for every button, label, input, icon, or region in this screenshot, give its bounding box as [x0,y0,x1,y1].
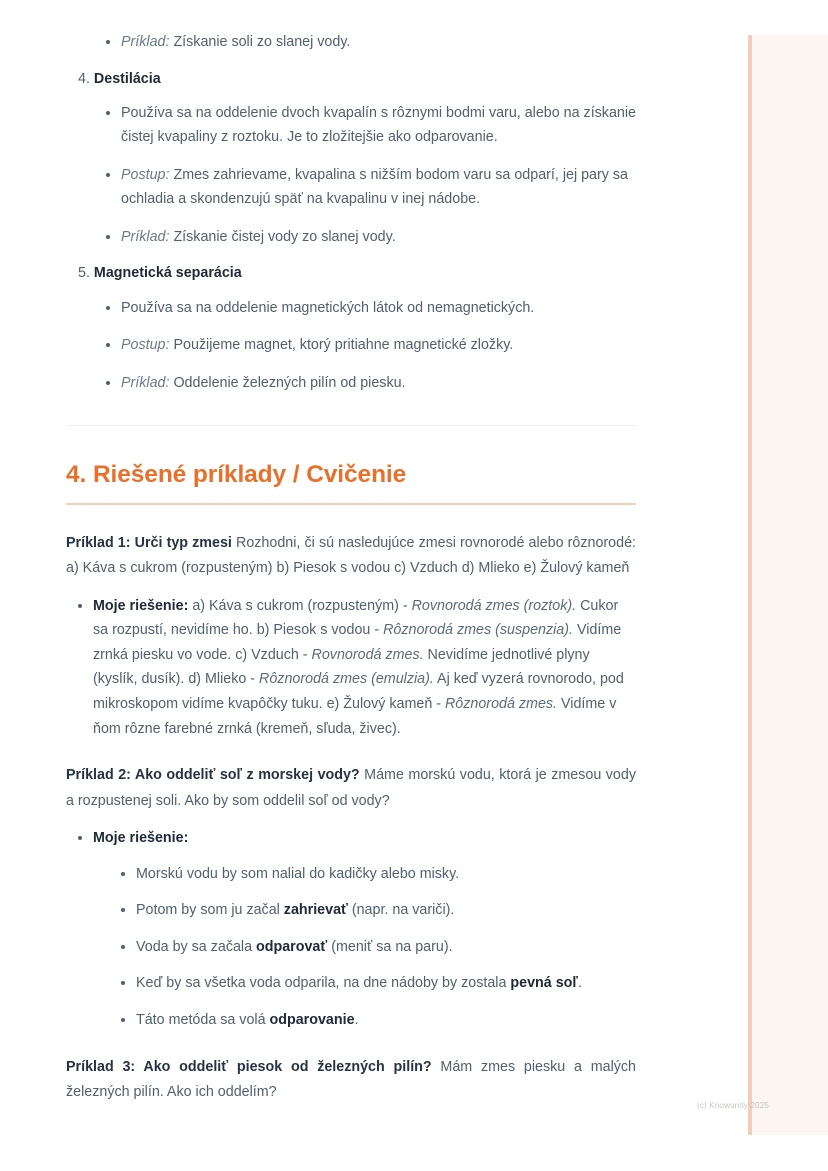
solution-rich-text: a) Káva s cukrom (rozpusteným) - Rovnorodá zmes (roztok). Cukor sa rozpustí, nevidíme ho. b) Piesok s vodou - Rôznorodá zmes (suspenzia). Vidíme zrnká piesku vo vode. c) Vzduch - Rovnorodá zmes. Nevidíme jednotlivé plyny (kyslík, dusík). d) Mlieko - Rôznorodá zmes (emulzia). Aj keď vyzerá rovnorodo, pod mikroskopom vidíme kvapôčky tuku. e) Žulový kameň - Rôznorodá zmes. Vidíme v ňom rôzne farebné zrnká (kremeň, sľuda, živec). [93,597,624,737]
continuation-bullet-list [102,30,636,55]
exercise-1-prompt [66,531,636,582]
solution-label: Moje riešenie: [93,830,189,847]
step-rich-text: Morskú vodu by som nalial do kadičky alebo misky. [136,865,460,882]
list-item [117,1008,636,1033]
list-item [102,30,636,55]
right-decorative-panel [748,35,828,1135]
exercise-prompt-text: Mám zmes piesku a malých železných pilín. Ako ich oddelím? [66,1058,636,1100]
exercise-prompt-text: Rozhodni, či sú nasledujúce zmesi rovnorodé alebo rôznorodé: a) Káva s cukrom (rozpusteným) b) Piesok s vodou c) Vzduch d) Mlieko e) Žulový kameň [66,534,636,577]
list-item [102,225,636,250]
bullet-text: Oddelenie železných pilín od piesku. [169,374,406,391]
priklad-text: Získanie soli zo slanej vody. [169,34,351,50]
list-item [117,898,636,923]
methods-list [66,69,636,396]
list-item [117,935,636,960]
exercise-lead: Príklad 1: Urči typ zmesi [66,534,232,551]
list-item [102,163,636,212]
step-rich-text: Keď by sa všetka voda odparila, na dne nádoby by zostala pevná soľ. [136,975,582,992]
method-title: Magnetická separácia [93,265,242,282]
method-bullet-list [102,296,636,396]
bullet-text: Zmes zahrievame, kvapalina s nižším bodom varu sa odparí, jej pary sa ochladia a skondenzujú späť na kvapalinu v inej nádobe. [121,166,628,208]
bullet-text: Získanie čistej vody zo slanej vody. [169,228,396,245]
postup-label: Postup: [121,337,170,354]
list-item [117,971,636,996]
list-item [74,826,636,1032]
method-magneticka-separacia [66,263,636,395]
method-bullet-list [102,101,636,250]
method-heading [78,69,636,89]
exercise-prompt-text: Máme morskú vodu, ktorá je zmesou vody a rozpustenej soli. Ako by som oddelil soľ od vody? [66,767,636,809]
heading-underline [66,503,636,505]
priklad-label: Príklad: [121,34,170,50]
exercise-lead: Príklad 2: Ako oddeliť soľ z morskej vody? [66,767,360,784]
exercise-1-solution-list [74,594,636,741]
priklad-label: Príklad: [121,228,170,245]
bullet-text: Používa sa na oddelenie dvoch kvapalín s rôznymi bodmi varu, alebo na získanie čistej kvapaliny z roztoku. Je to zložitejšie ako odparovanie. [121,104,636,146]
list-item [102,296,636,321]
watermark: (c) Knowunity 2025 [697,1101,769,1110]
bullet-text: Používa sa na oddelenie magnetických látok od nemagnetických. [121,299,535,316]
document-content [66,30,636,1105]
page-title: 4. Riešené príklady / Cvičenie [66,461,407,489]
list-item [117,862,636,887]
section-divider [66,425,636,426]
bullet-text: Použijeme magnet, ktorý pritiahne magnetické zložky. [169,337,514,354]
exercise-2-solution-list [74,826,636,1032]
list-item [74,594,636,741]
postup-label: Postup: [121,166,170,183]
method-number: 5. [78,265,90,282]
solution-label: Moje riešenie: [93,597,189,614]
exercise-3-prompt [66,1055,636,1106]
list-item [102,333,636,358]
exercise-2-steps [117,862,636,1033]
step-rich-text: Potom by som ju začal zahrievať (napr. na variči). [136,902,455,919]
exercise-lead: Príklad 3: Ako oddeliť piesok od železných pilín? [66,1058,432,1075]
method-destilacia [66,69,636,250]
step-rich-text: Táto metóda sa volá odparovanie. [136,1011,359,1028]
list-item [102,101,636,150]
priklad-label: Príklad: [121,374,170,391]
step-rich-text: Voda by sa začala odparovať (meniť sa na paru). [136,938,453,955]
list-item [102,371,636,396]
method-heading [78,263,636,283]
exercise-2-prompt [66,763,636,814]
method-number: 4. [78,70,90,87]
method-title: Destilácia [93,70,161,87]
